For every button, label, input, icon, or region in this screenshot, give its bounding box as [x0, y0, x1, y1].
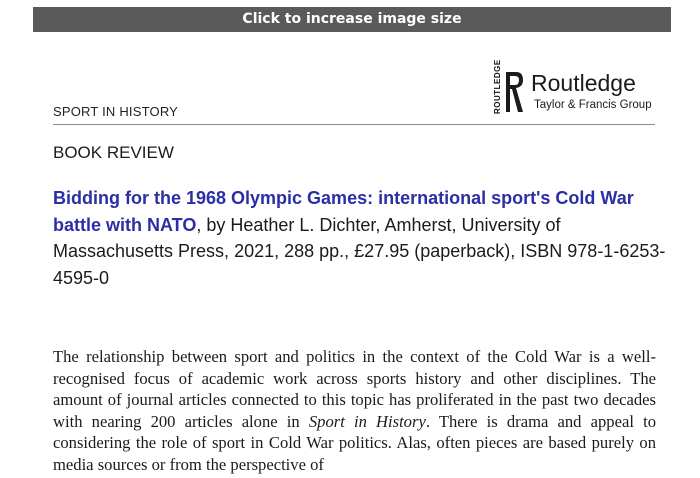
increase-image-size-button[interactable]: Click to increase image size [33, 7, 671, 32]
journal-title-italic: Sport in History [308, 411, 426, 431]
book-citation [53, 185, 668, 291]
logo-vertical-text: ROUTLEDGE [493, 59, 502, 114]
book-details: , by Heather L. Dichter, Amherst, University of Massachusetts Press, 2021, 288 pp., £27.95 (paperback), ISBN 978-1-6253-4595-0 [53, 214, 666, 288]
body-text-end: . There is drama and appeal to considering the role of sport in Cold War politics. Alas, often pieces are based purely on media sources or from the perspective of [53, 411, 656, 474]
body-paragraph [53, 346, 656, 475]
routledge-r-mark-icon [504, 70, 524, 114]
section-label: BOOK REVIEW [53, 143, 174, 162]
logo-brand-name: Routledge [531, 70, 636, 96]
book-title: Bidding for the 1968 Olympic Games: international sport's Cold War battle with NATO [53, 188, 634, 235]
routledge-logo [493, 59, 663, 120]
body-text-start: The relationship between sport and politics in the context of the Cold War is a well-recognised focus of academic work across sports history and other disciplines. The amount of journal articles connected to this topic has proliferated in the past two decades with nearing 200 articles alone in [53, 347, 656, 431]
header-divider [53, 124, 655, 125]
logo-subtitle: Taylor & Francis Group [534, 99, 652, 111]
journal-name: SPORT IN HISTORY [53, 104, 179, 119]
review-body [53, 346, 656, 475]
